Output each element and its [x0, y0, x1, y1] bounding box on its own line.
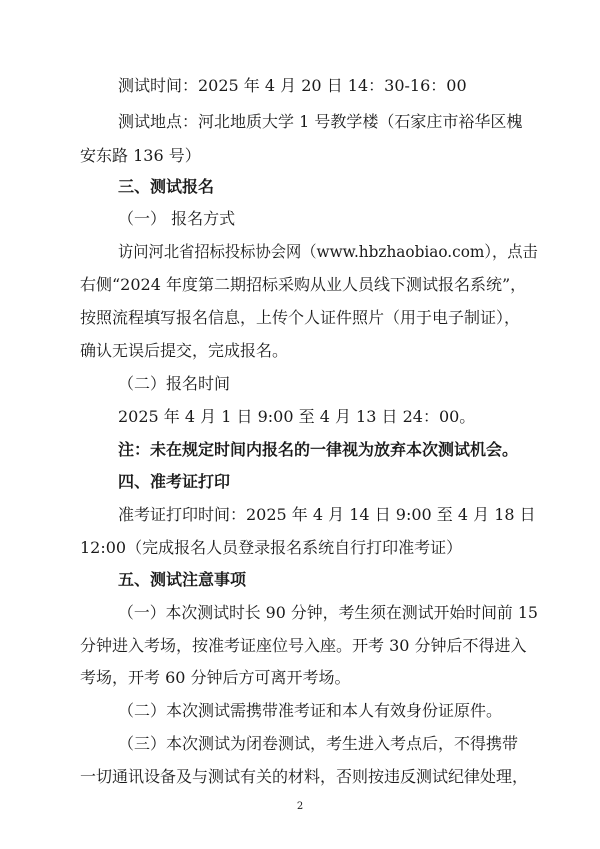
section-heading-test-notes: 五、测试注意事项 — [118, 570, 247, 589]
paragraph-line: 考场，开考 60 分钟后方可离开考场。 — [80, 668, 351, 687]
test-time-line: 测试时间：2025 年 4 月 20 日 14：30-16：00 — [118, 76, 467, 95]
paragraph-line: （一）本次测试时长 90 分钟，考生须在测试开始时间前 15 — [118, 603, 538, 622]
page-number: 2 — [296, 801, 304, 812]
ticket-print-time-line: 准考证打印时间：2025 年 4 月 14 日 9:00 至 4 月 18 日 — [118, 505, 536, 524]
paragraph-line: 按照流程填写报名信息，上传个人证件照片（用于电子制证）， — [80, 308, 521, 327]
paragraph-line: 一切通讯设备及与测试有关的材料，否则按违反测试纪律处理， — [80, 767, 529, 786]
section-heading-admission-ticket: 四、准考证打印 — [118, 472, 231, 491]
paragraph-line: （三）本次测试为闭卷测试，考生进入考点后，不得携带 — [118, 734, 519, 753]
test-location-line-cont: 安东路 136 号） — [80, 146, 201, 165]
section-heading-registration: 三、测试报名 — [118, 177, 215, 196]
paragraph-line: 右侧“2024 年度第二期招标采购从业人员线下测试报名系统”， — [80, 275, 527, 294]
subheading-registration-method: （一） 报名方式 — [118, 209, 236, 228]
subheading-registration-time: （二）报名时间 — [118, 374, 231, 393]
paragraph-line: （二）本次测试需携带准考证和本人有效身份证原件。 — [118, 701, 503, 720]
paragraph-line: 确认无误后提交，完成报名。 — [80, 341, 289, 360]
paragraph-line: 分钟进入考场，按准考证座位号入座。开考 30 分钟后不得进入 — [80, 636, 527, 655]
registration-period-line: 2025 年 4 月 1 日 9:00 至 4 月 13 日 24：00。 — [118, 407, 476, 426]
ticket-print-time-line-cont: 12:00（完成报名人员登录报名系统自行打印准考证） — [80, 538, 463, 557]
note-line: 注：未在规定时间内报名的一律视为放弃本次测试机会。 — [118, 440, 519, 459]
paragraph-line: 访问河北省招标投标协会网（www.hbzhaobiao.com），点击 — [118, 242, 538, 261]
test-location-line: 测试地点：河北地质大学 1 号教学楼（石家庄市裕华区槐 — [118, 112, 523, 131]
